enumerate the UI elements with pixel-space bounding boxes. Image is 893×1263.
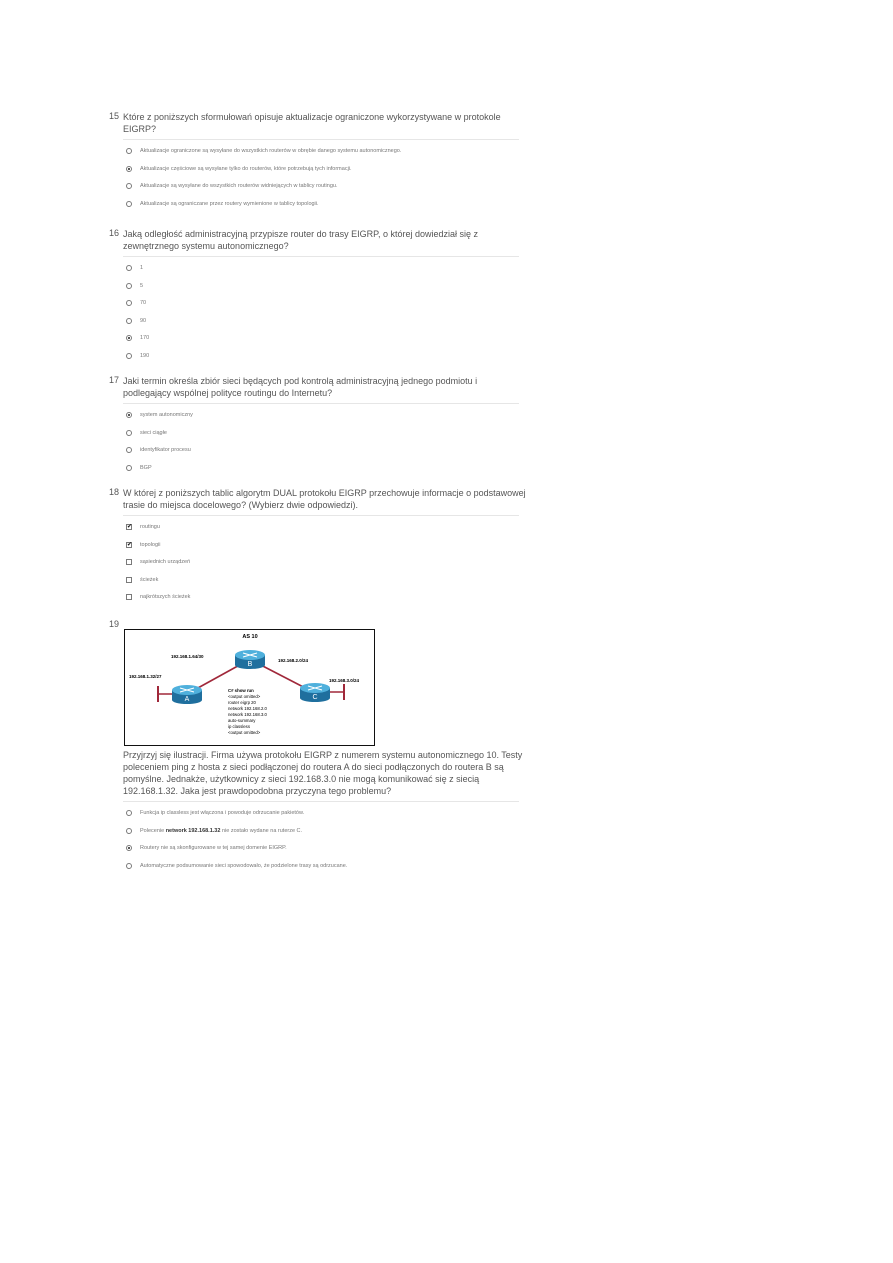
config-line: ip classless (228, 724, 250, 729)
config-line: network 192.168.3.0 (228, 712, 267, 717)
divider (123, 801, 519, 802)
answer-option[interactable] (126, 196, 521, 214)
question-16 (109, 228, 521, 366)
config-listing (228, 688, 268, 735)
answer-label: Aktualizacje ograniczone są wysyłane do wszystkich routerów w obrębie danego systemu autonomicznego. (140, 148, 402, 154)
radio-button[interactable] (126, 353, 132, 359)
answer-label: Aktualizacje są wysyłane do wszystkich routerów widniejących w tablicy routingu. (140, 183, 338, 190)
radio-button[interactable] (126, 283, 132, 289)
answer-label: 90 (140, 317, 147, 324)
question-number: 18 (109, 487, 120, 497)
answer-label: BGP (140, 464, 152, 471)
question-text: Które z poniższych sformułowań opisuje aktualizacje ograniczone wykorzystywane w protokole EIGRP? (123, 112, 501, 134)
divider (123, 403, 519, 404)
question-text: Jaki termin określa zbiór sieci będących pod kontrolą administracyjną jednego podmiotu i podlegający wspólnej polityce routingu do Internetu? (123, 376, 478, 398)
answer-option[interactable] (126, 330, 521, 348)
radio-button[interactable] (126, 300, 132, 306)
radio-button[interactable] (126, 828, 132, 834)
answer-option[interactable] (126, 425, 521, 443)
question-text: Przyjrzyj się ilustracji. Firma używa protokołu EIGRP z numerem systemu autonomicznego 10. Testy poleceniem ping z hosta z sieci podłączonej do routera A do sieci podłączonych do routera B są pomyślne. Jednakże, użytkownicy z sieci 192.168.3.0 nie mogą komunikować się z siecią 192.168.1.32. Jaka jest prawdopodobna przyczyna tego problemu? (123, 750, 523, 796)
answer-label-prefix: Polecenie (140, 827, 166, 834)
network-topology (125, 630, 374, 745)
radio-button[interactable] (126, 148, 132, 154)
checkbox[interactable] (126, 594, 132, 600)
answer-label: Funkcja ip classless jest włączona i powoduje odrzucanie pakietów. (140, 810, 305, 816)
question-text: W której z poniższych tablic algorytm DUAL protokołu EIGRP przechowuje informacje o podstawowej trasie do miejsca docelowego? (Wybierz dwie odpowiedzi). (123, 488, 526, 510)
radio-button[interactable] (126, 265, 132, 271)
config-line: <output omitted> (228, 694, 261, 699)
network-diagram (124, 629, 375, 746)
config-line: network 192.168.2.0 (228, 706, 267, 711)
config-line: auto-summary (228, 718, 256, 723)
network-a-lan-label: 192.168.1.32/27 (129, 674, 162, 679)
answer-option[interactable] (126, 295, 521, 313)
network-c-lan-label: 192.168.3.0/24 (329, 678, 360, 683)
answer-option[interactable] (126, 278, 521, 296)
radio-button[interactable] (126, 201, 132, 207)
answer-option[interactable] (126, 407, 521, 425)
answer-option[interactable] (126, 572, 529, 590)
question-19 (109, 749, 529, 875)
network-bc-label: 192.168.2.0/24 (278, 658, 309, 663)
answer-label: system autonomiczny (140, 412, 193, 418)
radio-button[interactable] (126, 863, 132, 869)
answer-label: routingu (140, 524, 160, 530)
question-18 (109, 487, 529, 607)
answer-option[interactable] (126, 589, 529, 607)
router-a-label: A (184, 696, 190, 703)
answer-option[interactable] (126, 840, 529, 858)
answer-option[interactable] (126, 805, 529, 823)
answer-option[interactable] (126, 143, 521, 161)
answer-option[interactable] (126, 161, 521, 179)
checkbox-checked[interactable] (126, 524, 132, 530)
divider (123, 139, 519, 140)
config-line: C# show run (228, 688, 254, 693)
answer-label: Aktualizacje częściowe są wysyłane tylko do routerów, które potrzebują tych informacji. (140, 165, 352, 172)
answer-options (109, 143, 521, 213)
answer-option[interactable] (126, 442, 521, 460)
answer-label: Automatyczne podsumowanie sieci spowodowało, że podzielone trasy są odrzucane. (140, 862, 348, 869)
checkbox[interactable] (126, 559, 132, 565)
answer-options (109, 260, 521, 366)
config-line: <output omitted> (228, 730, 261, 735)
radio-button[interactable] (126, 810, 132, 816)
radio-button[interactable] (126, 318, 132, 324)
radio-button-selected[interactable] (126, 412, 132, 418)
answer-label: 70 (140, 300, 147, 307)
answer-label: identyfikator procesu (140, 447, 191, 454)
answer-options (109, 407, 521, 477)
answer-option[interactable] (126, 178, 521, 196)
radio-button[interactable] (126, 183, 132, 189)
answer-option[interactable] (126, 313, 521, 331)
checkbox-checked[interactable] (126, 542, 132, 548)
question-number: 17 (109, 375, 120, 385)
question-number: 16 (109, 228, 120, 238)
radio-button[interactable] (126, 430, 132, 436)
answer-label: topologii (140, 541, 161, 548)
answer-label: 1 (140, 265, 144, 271)
checkbox[interactable] (126, 577, 132, 583)
answer-options (109, 519, 529, 607)
answer-label (140, 828, 302, 834)
radio-button-selected[interactable] (126, 845, 132, 851)
radio-button[interactable] (126, 465, 132, 471)
answer-label: Aktualizacje są ograniczane przez routery wymienione w tablicy topologii. (140, 200, 319, 207)
divider (123, 256, 519, 257)
question-17 (109, 375, 521, 477)
answer-label: sąsiednich urządzeń (140, 559, 191, 566)
answer-label: sieci ciągłe (140, 429, 167, 436)
answer-option[interactable] (126, 460, 521, 478)
answer-label-suffix: nie zostało wydane na ruterze C. (220, 827, 303, 834)
router-c-label: C (312, 694, 318, 701)
divider (123, 515, 519, 516)
answer-option[interactable] (126, 858, 529, 876)
config-line: router eigrp 20 (228, 700, 256, 705)
radio-button-selected[interactable] (126, 335, 132, 341)
answer-option[interactable] (126, 260, 521, 278)
answer-option[interactable] (126, 554, 529, 572)
question-number: 15 (109, 111, 120, 121)
answer-label: najkrótszych ścieżek (140, 594, 191, 601)
as-label: AS 10 (242, 634, 258, 640)
network-ab-label: 192.168.1.64/30 (171, 654, 204, 659)
answer-option[interactable] (126, 823, 529, 841)
radio-button[interactable] (126, 447, 132, 453)
answer-option[interactable] (126, 537, 529, 555)
answer-label: 190 (140, 352, 150, 359)
radio-button-selected[interactable] (126, 166, 132, 172)
answer-label: 170 (140, 335, 150, 342)
answer-label: ścieżek (140, 576, 159, 583)
answer-label: Routery nie są skonfigurowane w tej samej domenie EIGRP. (140, 845, 287, 852)
answer-option[interactable] (126, 348, 521, 366)
question-text: Jaką odległość administracyjną przypisze router do trasy EIGRP, o której dowiedział się z zewnętrznego systemu autonomicznego? (123, 229, 478, 251)
question-15 (109, 111, 521, 213)
answer-option[interactable] (126, 519, 529, 537)
question-number: 19 (109, 619, 120, 629)
answer-label-command: network 192.168.1.32 (165, 827, 221, 834)
router-b-label: B (247, 661, 253, 668)
answer-label: 5 (140, 282, 144, 289)
answer-options (109, 805, 529, 875)
